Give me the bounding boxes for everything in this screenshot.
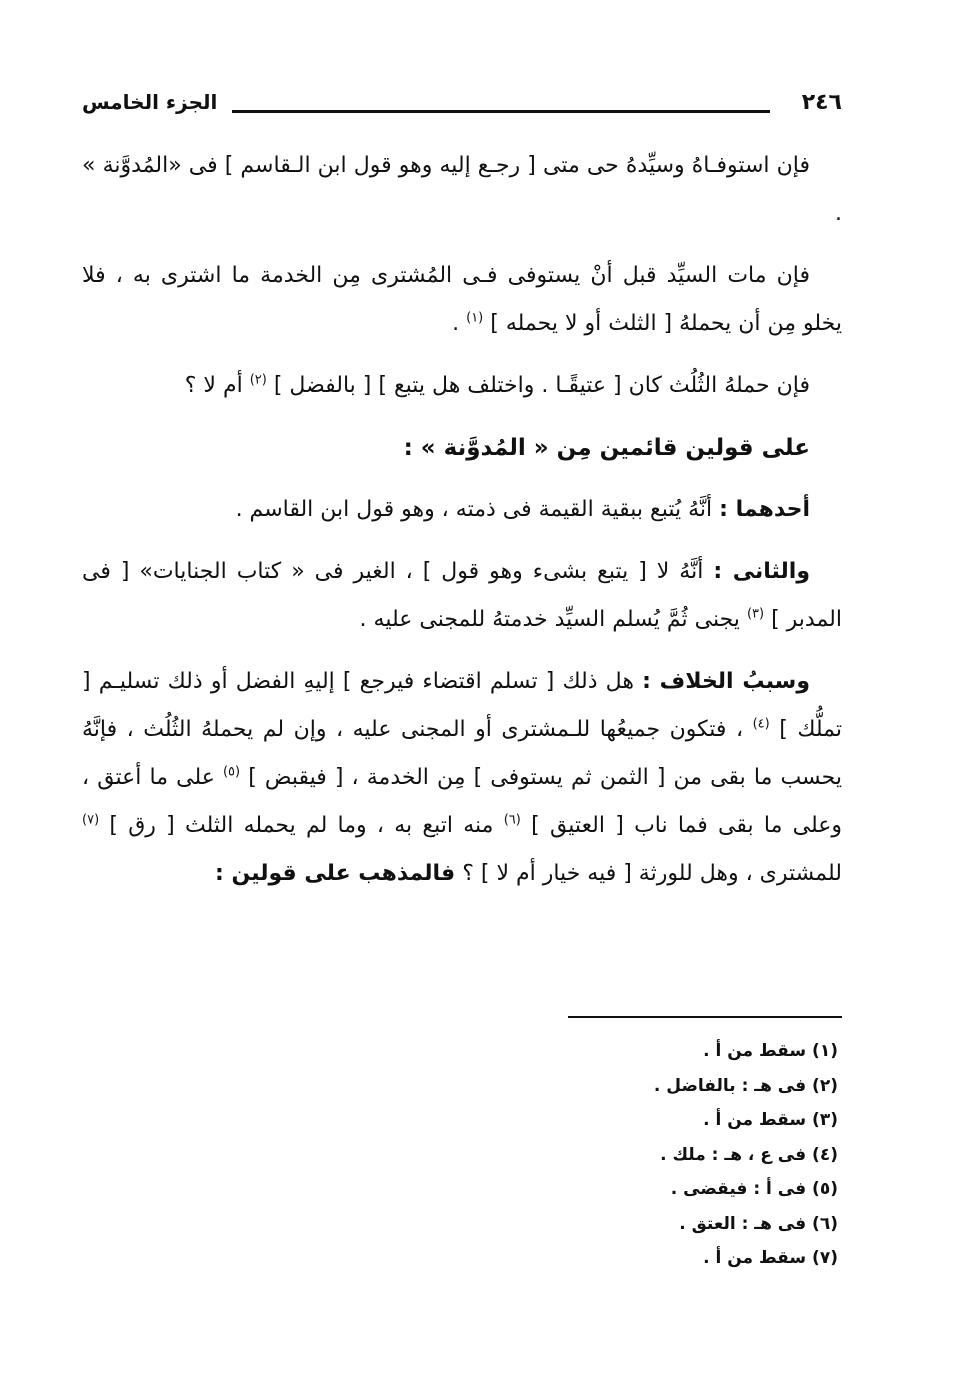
paragraph-2: [82, 252, 842, 348]
paragraph-6-text: أنَّهُ لا [ يتبع بشىء وهو قول ] ، الغير فى « كتاب الجنايات» [ فى المدبر ]: [82, 559, 842, 632]
page-header: [82, 88, 842, 128]
footnote-ref-5: (٥): [222, 764, 241, 780]
paragraph-1-text: فإن استوفـاهُ وسيِّدهُ حى متى [ رجـع إليه وهو قول ابن الـقاسم ] فى «المُدوَّنة » .: [82, 153, 842, 226]
paragraph-2-text: فإن مات السيِّد قبل أنْ يستوفى فـى المُشترى مِن الخدمة ما اشترى به ، فلا يخلو مِن أن يحملهُ [ الثلث أو لا يحمله ]: [82, 263, 842, 336]
footnote-ref-7: (٧): [82, 812, 100, 828]
main-text: [82, 142, 842, 912]
paragraph-7-label: وسببُ الخلاف :: [642, 669, 810, 694]
paragraph-5-label: أحدهما :: [719, 497, 810, 522]
paragraph-6-end: يجنى ثُمَّ يُسلم السيِّد خدمتهُ للمجنى عليه .: [359, 607, 740, 632]
paragraph-7-part-d: منه اتبع به ، وما لم يحمله الثلث [ رق ]: [109, 813, 494, 838]
paragraph-3-end: أم لا ؟: [184, 373, 243, 398]
paragraph-6-label: والثانى :: [713, 559, 810, 584]
footnote-item: (٤) فى ع ، هـ : ملك .: [660, 1144, 838, 1165]
footnote-ref-3: (٣): [746, 606, 765, 622]
footnote-item: (٧) سقط من أ .: [703, 1248, 838, 1268]
paragraph-7-part-e: للمشترى ، وهل للورثة [ فيه خيار أم لا ] ؟: [462, 861, 842, 886]
paragraph-7-bold-end: فالمذهب على قولين :: [215, 861, 456, 886]
header-rule: [232, 110, 770, 113]
footnote-rule: [568, 1016, 842, 1018]
footnote-item: (٥) فى أ : فيقضى .: [670, 1179, 838, 1199]
footnote-ref-6: (٦): [503, 812, 521, 828]
paragraph-4-heading: [82, 424, 842, 472]
footnote-item: (٦) فى هـ : العتق .: [679, 1213, 838, 1234]
paragraph-2-end: .: [452, 311, 460, 336]
paragraph-3: [82, 362, 842, 410]
paragraph-7-part-b: ، فتكون جميعُها للـمشترى أو المجنى عليه ، وإن لم يحملهُ الثُلُث ، فإنَّهُ يحسب ما بقى من [ الثمن ثم يستوفى ] مِن الخدمة ، [ فيقبض ]: [82, 717, 843, 790]
running-title: الجزء الخامس: [82, 90, 218, 114]
paragraph-5: [82, 486, 842, 534]
footnote-ref-1: (١): [466, 310, 484, 326]
paragraph-7-part-a: هل ذلك [ تسلم اقتضاء فيرجع ] إليهِ الفضل أو ذلك تسليـم [ تملُّك ]: [82, 669, 842, 742]
footnote-item: (٢) فى هـ : بالفاضل .: [653, 1075, 838, 1096]
paragraph-5-text: أنَّهُ يُتبع ببقية القيمة فى ذمته ، وهو قول ابن القاسم .: [235, 497, 713, 522]
paragraph-1: [82, 142, 842, 238]
footnotes: [438, 1034, 838, 1276]
paragraph-7-part-c: على ما أعتق ، وعلى ما بقى فما ناب [ العتيق ]: [82, 765, 842, 838]
page-number: ٢٤٦: [801, 90, 842, 115]
paragraph-7: [82, 658, 842, 898]
footnote-item: (٣) سقط من أ .: [703, 1110, 838, 1130]
footnote-ref-2: (٢): [249, 372, 267, 388]
footnote-item: (١) سقط من أ .: [703, 1041, 838, 1061]
footnote-ref-4: (٤): [752, 716, 770, 732]
paragraph-3-text: فإن حملهُ الثُلُث كان [ عتيقًـا . واختلف هل يتبع ] [ بالفضل ]: [273, 373, 810, 398]
paragraph-4-text: على قولين قائمين مِن « المُدوَّنة » :: [403, 435, 810, 461]
paragraph-6: [82, 548, 842, 644]
